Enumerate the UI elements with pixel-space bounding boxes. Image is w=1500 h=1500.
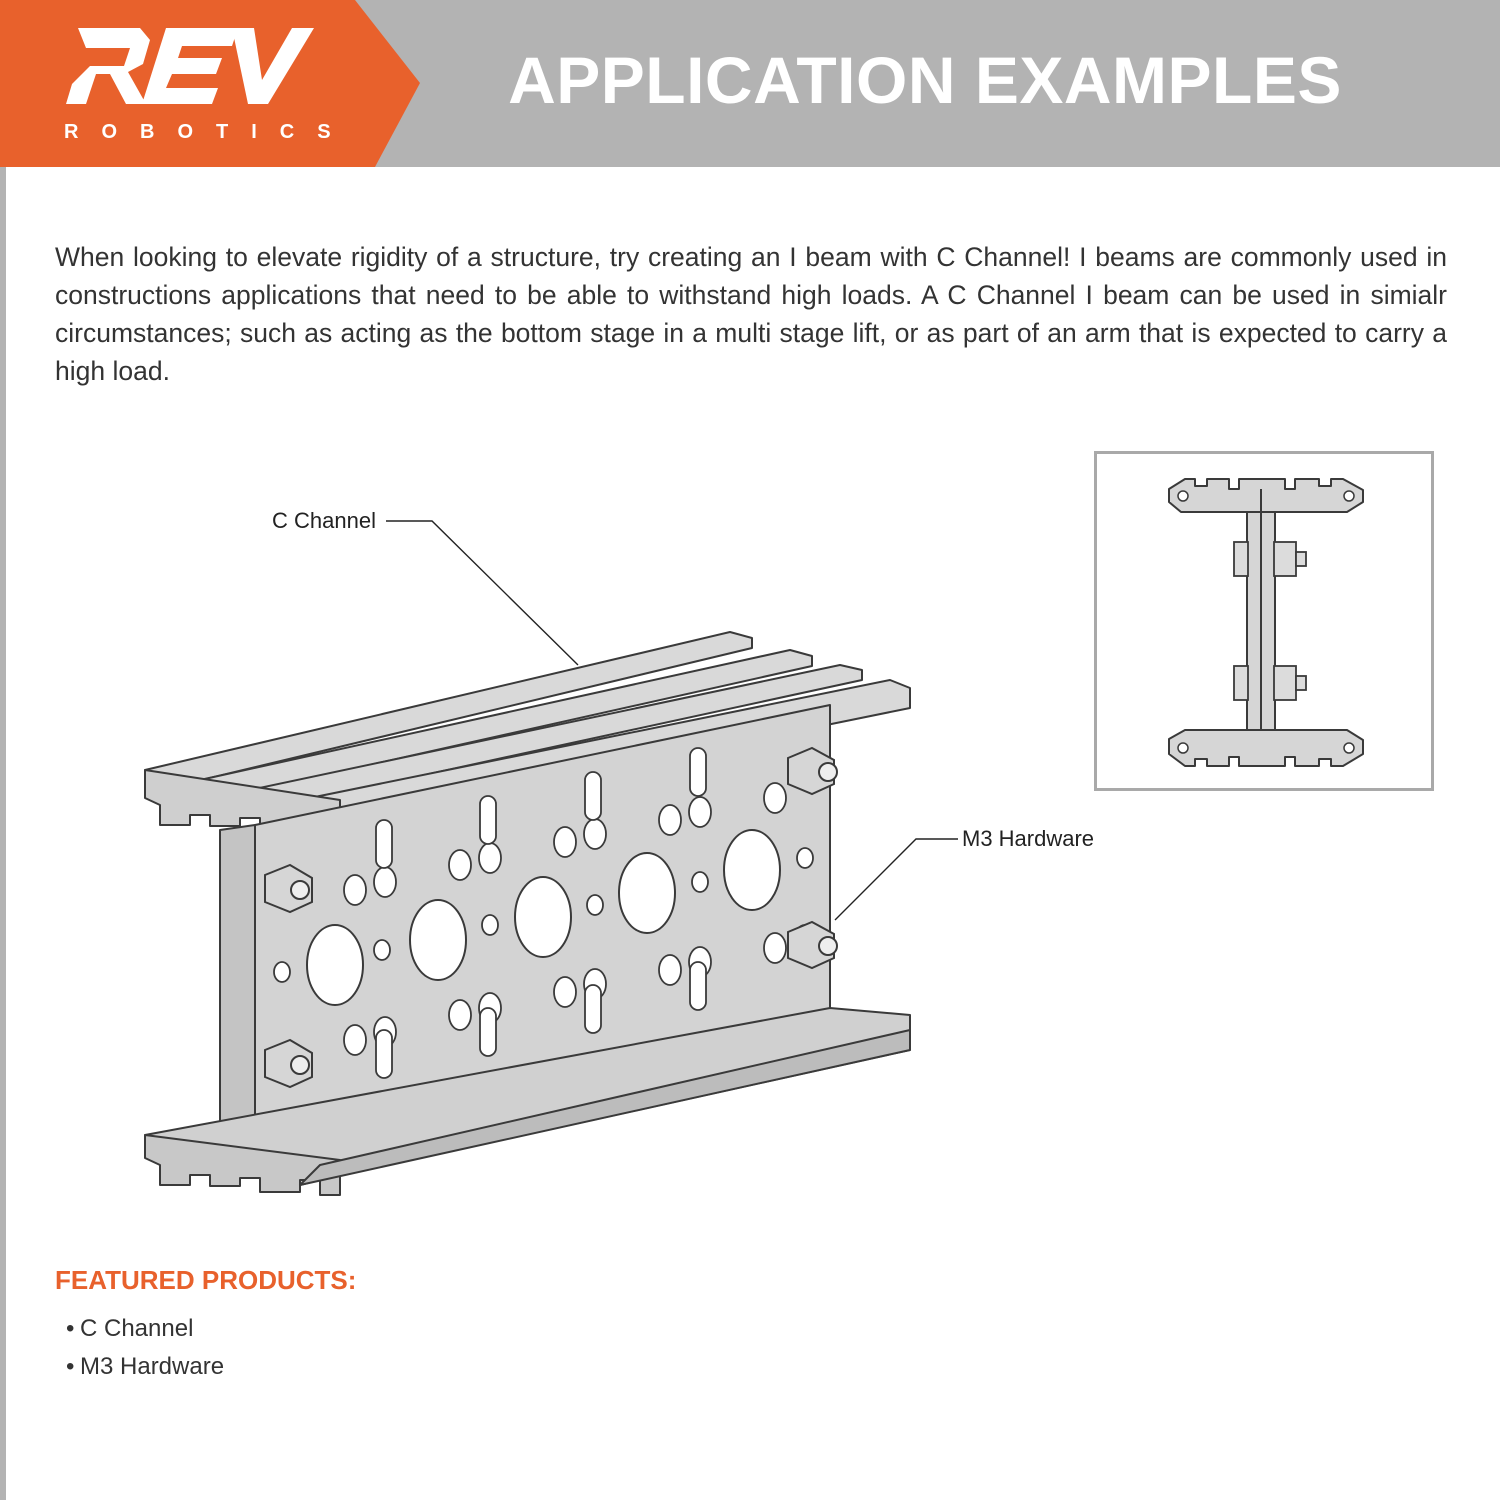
bullet-icon: • (66, 1315, 75, 1342)
product-m3-hardware: M3 Hardware (80, 1353, 225, 1380)
bullet-icon: • (66, 1353, 75, 1380)
i-beam-illustration (140, 620, 920, 1210)
featured-products-list (66, 1310, 224, 1386)
product-c-channel: C Channel (80, 1315, 194, 1342)
i-beam-profile-drawing (1097, 454, 1431, 788)
list-item (66, 1310, 224, 1348)
rev-robotics-logo (0, 0, 420, 167)
callout-m3-hardware: M3 Hardware (962, 826, 1095, 851)
header-bar (0, 0, 1500, 167)
list-item (66, 1348, 224, 1386)
end-view-inset (1094, 451, 1434, 791)
left-border (0, 167, 6, 1500)
featured-products-heading: FEATURED PRODUCTS: (55, 1265, 357, 1295)
callout-c-channel: C Channel (272, 508, 376, 533)
intro-paragraph: When looking to elevate rigidity of a structure, try creating an I beam with C Channel! I beams are commonly used in constructions applications that need to be able to withstand high loads. A C Channel I beam can be used in simialr circumstances; such as acting as the bottom stage in a multi stage lift, or as part of an arm that is expected to carry a high load. (55, 242, 1447, 386)
logo-subtitle: ROBOTICS (64, 121, 354, 143)
page-title: APPLICATION EXAMPLES (508, 43, 1342, 117)
